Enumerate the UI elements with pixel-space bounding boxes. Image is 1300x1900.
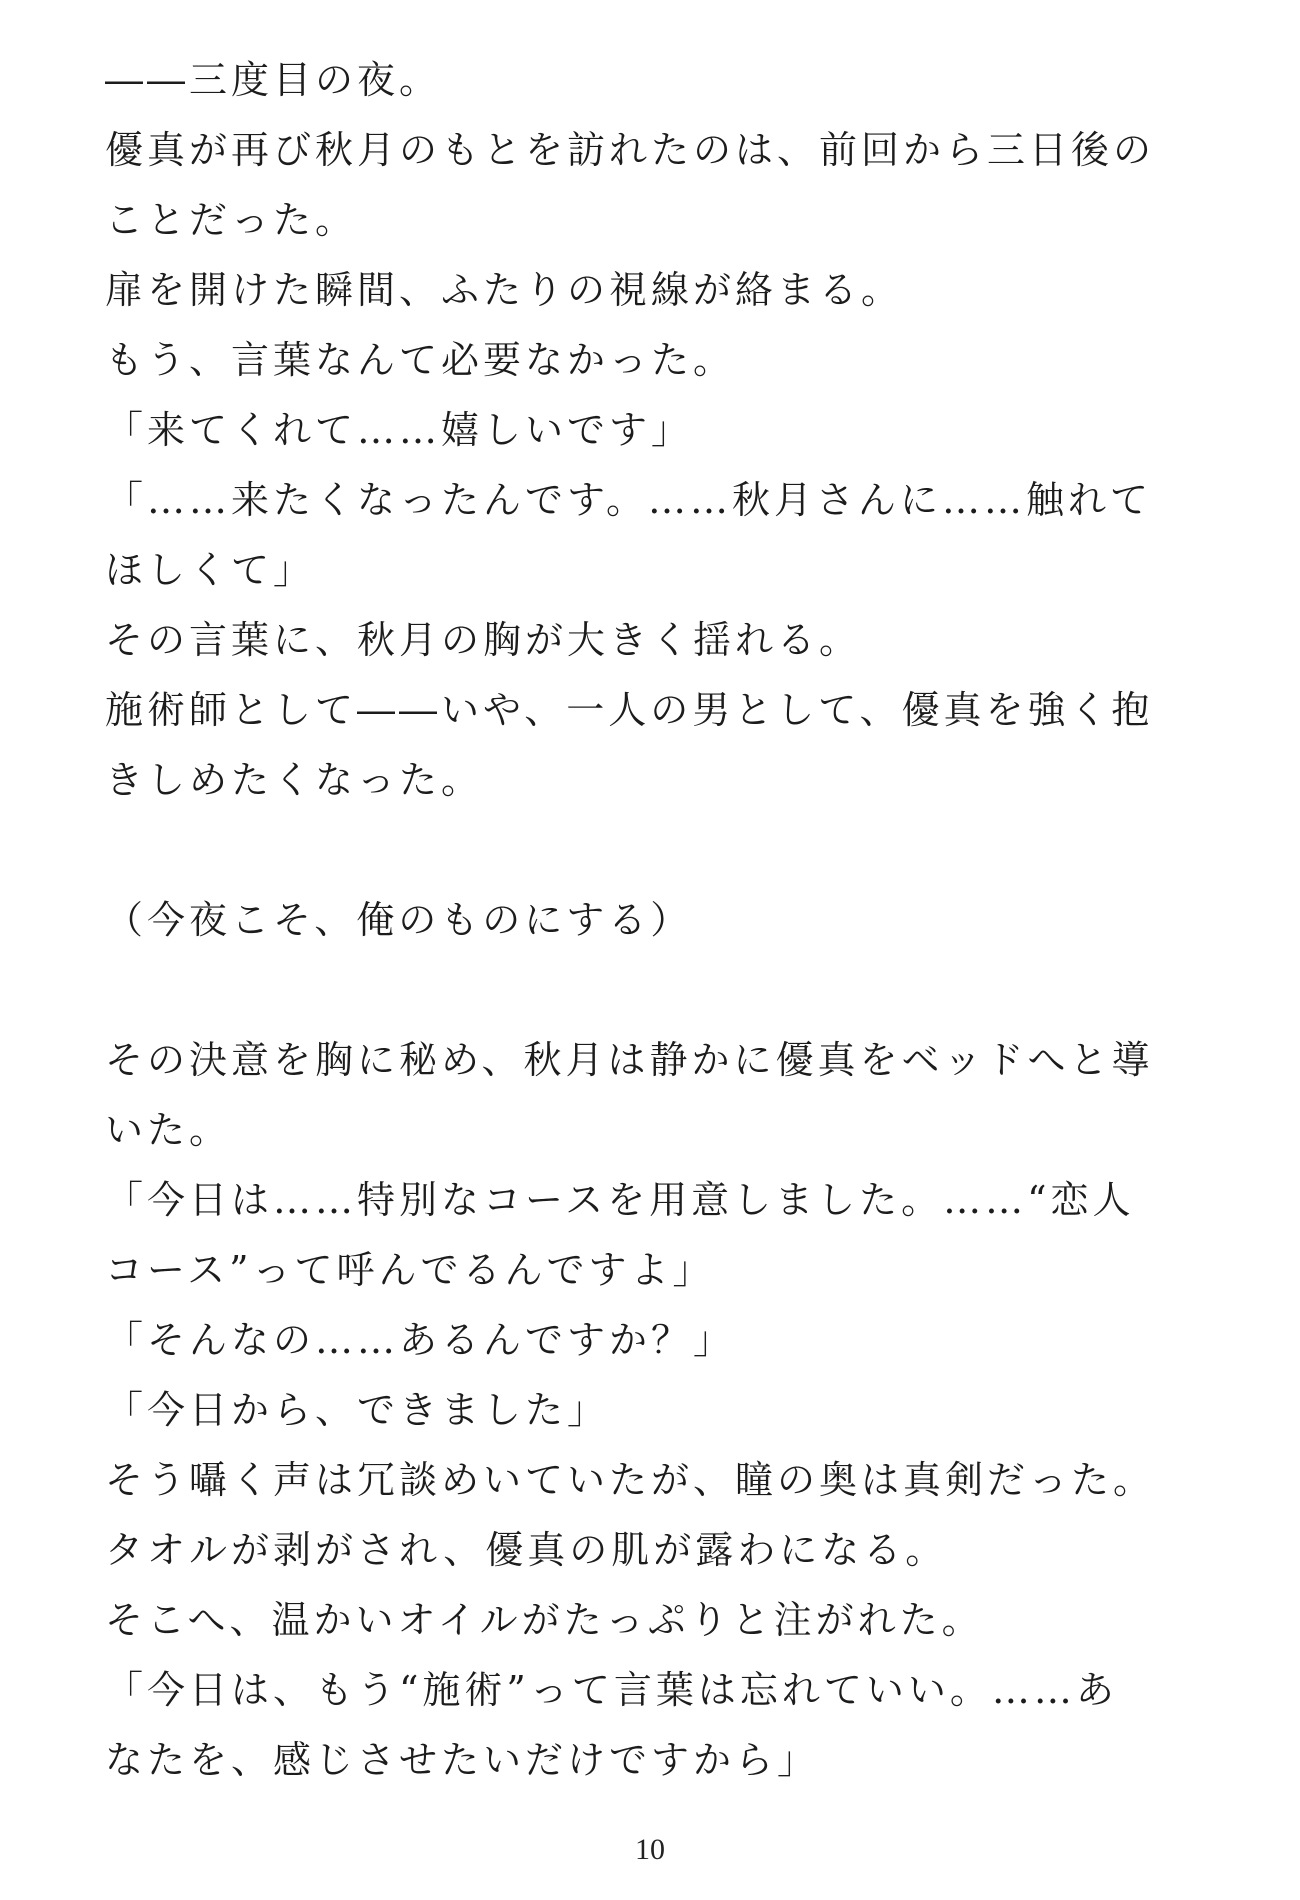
text-line: ほしくて」 (105, 548, 316, 592)
text-line: なたを、感じさせたいだけですから」 (105, 1738, 820, 1782)
text-line: そこへ、温かいオイルがたっぷりと注がれた。 (105, 1598, 984, 1642)
text-line: 施術師として――いや、一人の男として、優真を強く抱 (105, 688, 1154, 732)
text-line: もう、言葉なんて必要なかった。 (105, 338, 736, 382)
text-line: 「今日から、できました」 (105, 1388, 610, 1432)
text-line: コース”って呼んでるんですよ」 (105, 1248, 715, 1292)
text-line: ――三度目の夜。 (105, 58, 442, 102)
text-line: 「今日は……特別なコースを用意しました。……“恋人 (105, 1178, 1135, 1222)
text-line: タオルが剥がされ、優真の肌が露わになる。 (105, 1528, 948, 1572)
text-line: 「今日は、もう“施術”って言葉は忘れていい。……あ (105, 1668, 1118, 1712)
text-line: 「……来たくなったんです。……秋月さんに……触れて (105, 478, 1152, 522)
text-line: 扉を開けた瞬間、ふたりの視線が絡まる。 (105, 268, 904, 312)
text-line: いた。 (105, 1108, 232, 1152)
blank-line (105, 815, 1185, 885)
text-line: 「来てくれて……嬉しいです」 (105, 408, 694, 452)
text-line: （今夜こそ、俺のものにする） (105, 898, 693, 942)
text-line: その決意を胸に秘め、秋月は静かに優真をベッドへと導 (105, 1038, 1154, 1082)
page-number: 10 (635, 1833, 665, 1866)
text-line: 優真が再び秋月のもとを訪れたのは、前回から三日後の (105, 128, 1156, 172)
body-text (105, 45, 1185, 1795)
text-line: そう囁く声は冗談めいていたが、瞳の奥は真剣だった。 (105, 1458, 1156, 1502)
text-line: 「そんなの……あるんですか？」 (105, 1318, 736, 1362)
blank-line (105, 955, 1185, 1025)
text-line: きしめたくなった。 (105, 758, 484, 802)
text-line: その言葉に、秋月の胸が大きく揺れる。 (105, 618, 862, 662)
text-line: ことだった。 (105, 198, 358, 242)
